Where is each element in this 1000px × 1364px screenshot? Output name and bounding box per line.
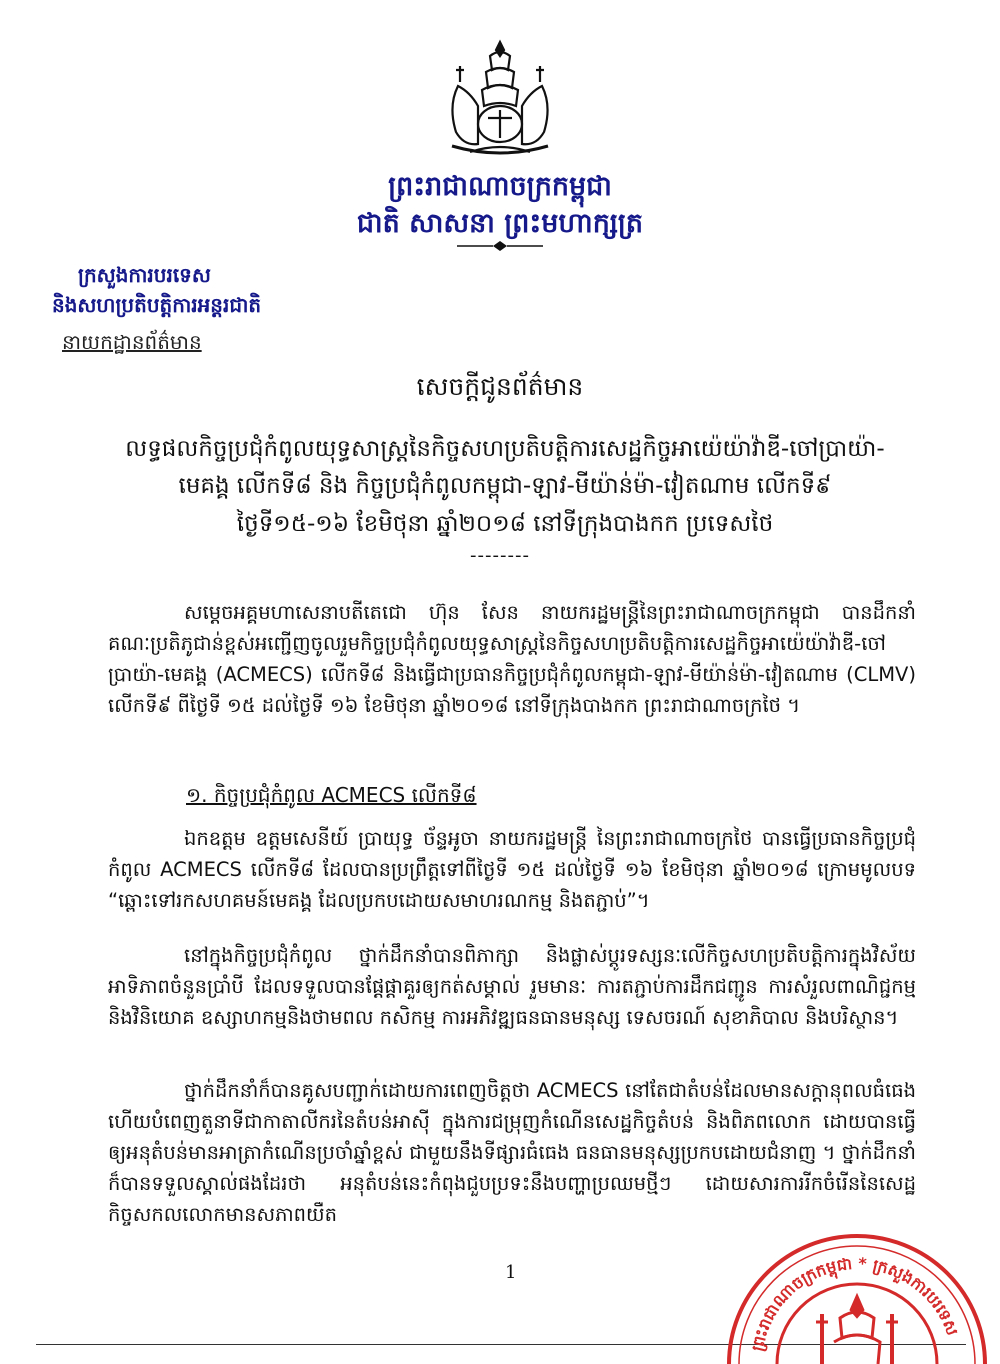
national-motto: ជាតិ សាសនា ព្រះមហាក្សត្រ bbox=[356, 208, 644, 239]
royal-arms-icon bbox=[430, 36, 570, 166]
section-heading-acmecs: ១. កិច្ចប្រជុំកំពូល ACMECS លើកទី៨ bbox=[186, 783, 477, 807]
paragraph-intro bbox=[108, 597, 916, 721]
ministry-name-line1: ក្រសួងការបរទេស bbox=[78, 263, 211, 287]
subtitle-line-2: មេគង្គ លើកទី៨ និង កិច្ចប្រជុំកំពូលកម្ពុជា-ឡាវ-មីយ៉ាន់ម៉ា-វៀតណាម លើកទី៩ bbox=[178, 473, 832, 499]
page-number: 1 bbox=[505, 1262, 517, 1283]
paragraph-potential bbox=[108, 1075, 916, 1230]
document-title: សេចក្តីជូនព័ត៌មាន bbox=[416, 372, 584, 401]
ministry-name-line2: និងសហប្រតិបត្តិការអន្តរជាតិ bbox=[52, 293, 262, 317]
department-name: នាយកដ្ឋានព័ត៌មាន bbox=[62, 330, 202, 354]
paragraph-potential-text: ថ្នាក់ដឹកនាំក៏បានគូសបញ្ជាក់ដោយការពេញចិត្តថា ACMECS នៅតែជាតំបន់ដែលមានសក្តានុពលធំធេង ហើយបំពេញតួនាទីជាកាតាលីករនៃតំបន់អាស៊ី ក្នុងការជម្រុញកំណើនសេដ្ឋកិច្ចតំបន់ និងពិភពលោក ដោយបានធ្វើឲ្យអនុតំបន់មានអាត្រាកំណើនប្រចាំឆ្នាំខ្ពស់ ជាមួយនឹងទីផ្សារធំធេង ធនធានមនុស្សប្រកបដោយជំនាញ ។ ថ្នាក់ដឹកនាំក៏បានទទួលស្គាល់ផងដែរថា អនុតំបន់នេះកំពុងជួបប្រទះនឹងបញ្ហាប្រឈមថ្មីៗ ដោយសារការរីកចំរើននៃសេដ្ឋកិច្ចសកលលោកមានសភាពយឺត bbox=[108, 1079, 916, 1226]
subtitle-line-1: លទ្ធផលកិច្ចប្រជុំកំពូលយុទ្ធសាស្ត្រនៃកិច្ចសហប្រតិបត្តិការសេដ្ឋកិច្ចអាយ៉េយ៉ាវ៉ាឌី-ចៅប្រាយ៉ា- bbox=[125, 436, 885, 462]
paragraph-discussion bbox=[108, 940, 916, 1033]
subtitle-line-3: ថ្ងៃទី១៥-១៦ ខែមិថុនា ឆ្នាំ២០១៨ នៅទីក្រុងបាងកក ប្រទេសថៃ bbox=[236, 511, 774, 537]
title-separator: -------- bbox=[470, 545, 530, 566]
kingdom-name: ព្រះរាជាណាចក្រកម្ពុជា bbox=[388, 171, 612, 202]
paragraph-discussion-text: នៅក្នុងកិច្ចប្រជុំកំពូល ថ្នាក់ដឹកនាំបានពិភាក្សា និងផ្លាស់ប្តូរទស្សនៈលើកិច្ចសហប្រតិបត្តិការក្នុងវិស័យអាទិភាពចំនួនប្រាំបី ដែលទទួលបានផ្តែផ្តាគួរឲ្យកត់សម្គាល់ រួមមានៈ ការតភ្ជាប់ការដឹកជញ្ជូន ការសំរួលពាណិជ្ជកម្មនិងវិនិយោគ ឧស្សាហកម្មនិងថាមពល កសិកម្ម ការអភិវឌ្ឍធនធានមនុស្ស ទេសចរណ៍ សុខាភិបាល និងបរិស្ថាន។ bbox=[108, 944, 916, 1029]
paragraph-intro-text: សម្តេចអគ្គមហាសេនាបតីតេជោ ហ៊ុន សែន នាយករដ្ឋមន្ត្រីនៃព្រះរាជាណាចក្រកម្ពុជា បានដឹកនាំគណៈប្រតិភូជាន់ខ្ពស់អញ្ជើញចូលរួមកិច្ចប្រជុំកំពូលយុទ្ធសាស្ត្រនៃកិច្ចសហប្រតិបត្តិការសេដ្ឋកិច្ចអាយ៉េយ៉ាវ៉ាឌី-ចៅប្រាយ៉ា-មេគង្គ (ACMECS) លើកទី៨ និងធ្វើជាប្រធានកិច្ចប្រជុំកំពូលកម្ពុជា-ឡាវ-មីយ៉ាន់ម៉ា-វៀតណាម (CLMV) លើកទី៩ ពីថ្ងៃទី ១៥ ដល់ថ្ងៃទី ១៦ ខែមិថុនា ឆ្នាំ២០១៨ នៅទីក្រុងបាងកក ព្រះរាជាណាចក្រថៃ ។ bbox=[108, 601, 916, 717]
paragraph-chair-text: ឯកឧត្តម ឧត្តមសេនីយ៍ ប្រាយុទ្ធ ច័ន្ទអូចា នាយករដ្ឋមន្ត្រី នៃព្រះរាជាណាចក្រថៃ បានធ្វើប្រធានកិច្ចប្រជុំកំពូល ACMECS លើកទី៨ ដែលបានប្រព្រឹត្តទៅពីថ្ងៃទី ១៥ ដល់ថ្ងៃទី ១៦ ខែមិថុនា ឆ្នាំ២០១៨ ក្រោមមូលបទ “ឆ្ពោះទៅរកសហគមន៍មេគង្គ ដែលប្រកបដោយសមាហរណកម្ម និងតភ្ជាប់”។ bbox=[108, 827, 916, 912]
ornament-divider-icon bbox=[455, 240, 545, 252]
paragraph-chair bbox=[108, 823, 916, 916]
official-seal-icon bbox=[722, 1214, 992, 1364]
svg-text:ព្រះរាជាណាចក្រកម្ពុជា * ក្រសួង: ព្រះរាជាណាចក្រកម្ពុជា * ក្រសួងការបរទេស bbox=[747, 1253, 963, 1354]
